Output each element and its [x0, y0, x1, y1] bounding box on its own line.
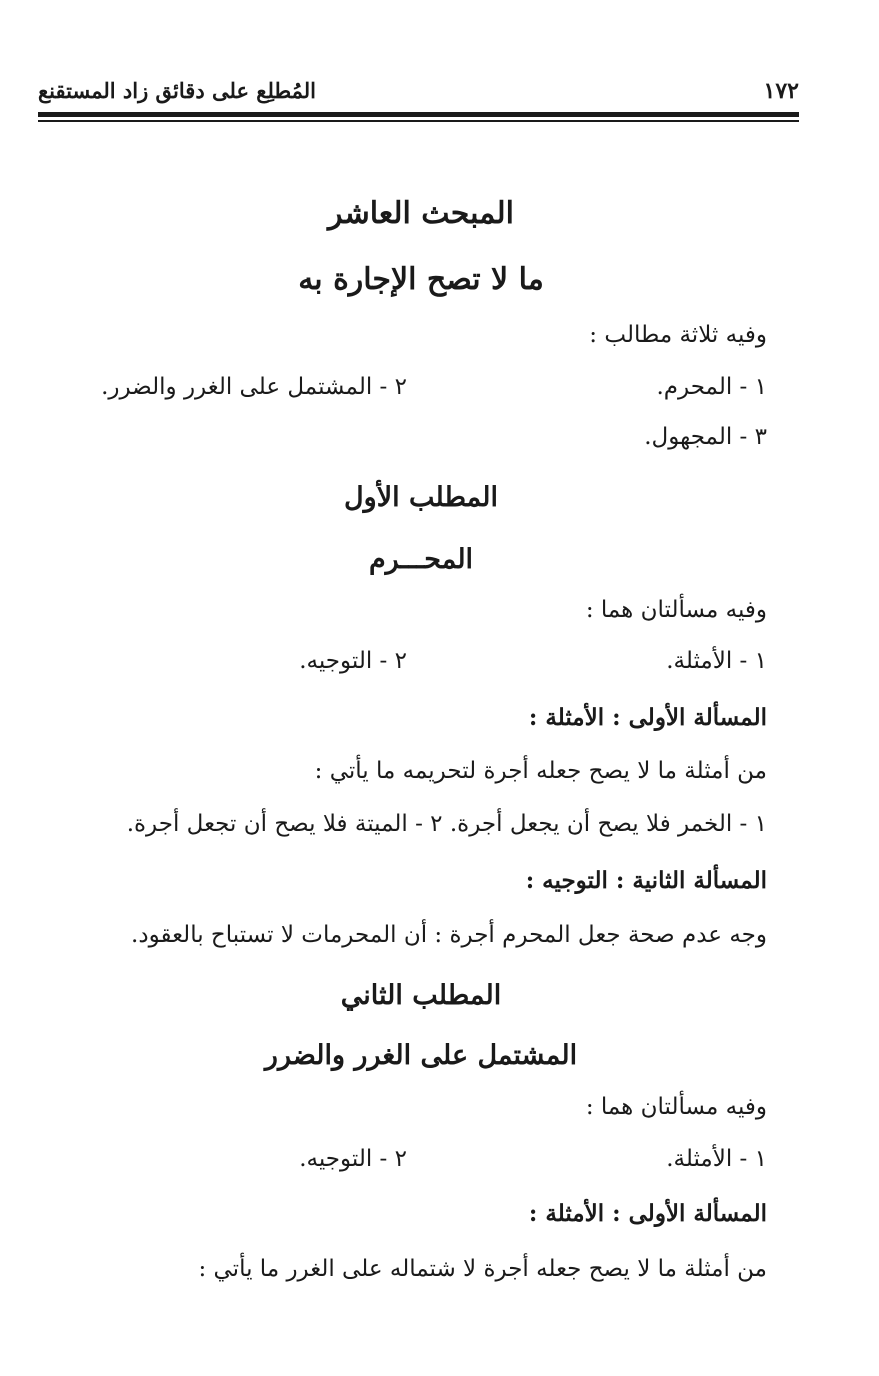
chapter-subtitle: ما لا تصح الإجارة به: [298, 262, 544, 297]
part1-q2-heading: المسألة الثانية : التوجيه :: [525, 867, 767, 894]
chapter-item-1: ١ - المحرم.: [656, 374, 767, 400]
part1-q1-heading: المسألة الأولى : الأمثلة :: [528, 704, 767, 731]
part1-subtitle: المحـــرم: [368, 544, 474, 575]
chapter-intro: وفيه ثلاثة مطالب :: [589, 322, 767, 348]
part1-intro: وفيه مسألتان هما :: [585, 597, 767, 623]
part2-intro: وفيه مسألتان هما :: [585, 1094, 767, 1120]
part2-item-2: ٢ - التوجيه.: [299, 1146, 407, 1172]
chapter-title: المبحث العاشر: [328, 196, 514, 231]
chapter-item-3: ٣ - المجهول.: [644, 424, 767, 450]
part1-q2-text: وجه عدم صحة جعل المحرم أجرة : أن المحرمات لا تستباح بالعقود.: [131, 922, 767, 948]
chapter-item-2: ٢ - المشتمل على الغرر والضرر.: [101, 374, 407, 400]
running-title: المُطلِع على دقائق زاد المستقنع: [38, 78, 317, 103]
part1-item-1: ١ - الأمثلة.: [666, 648, 767, 674]
part2-subtitle: المشتمل على الغرر والضرر: [264, 1040, 578, 1071]
part1-q1-text: من أمثلة ما لا يصح جعله أجرة لتحريمه ما يأتي :: [314, 758, 767, 784]
part1-item-2: ٢ - التوجيه.: [299, 648, 407, 674]
page-header: [38, 78, 799, 108]
part2-q1-text: من أمثلة ما لا يصح جعله أجرة لا شتماله على الغرر ما يأتي :: [198, 1256, 767, 1282]
part2-q1-heading: المسألة الأولى : الأمثلة :: [528, 1200, 767, 1227]
page-number: ١٧٢: [763, 78, 799, 104]
header-rule-thick: [38, 112, 799, 117]
part2-item-1: ١ - الأمثلة.: [666, 1146, 767, 1172]
part1-title: المطلب الأول: [344, 482, 498, 513]
part2-title: المطلب الثاني: [340, 980, 502, 1011]
header-rule-thin: [38, 120, 799, 122]
part1-q1-examples: ١ - الخمر فلا يصح أن يجعل أجرة. ٢ - الميتة فلا يصح أن تجعل أجرة.: [126, 811, 767, 837]
